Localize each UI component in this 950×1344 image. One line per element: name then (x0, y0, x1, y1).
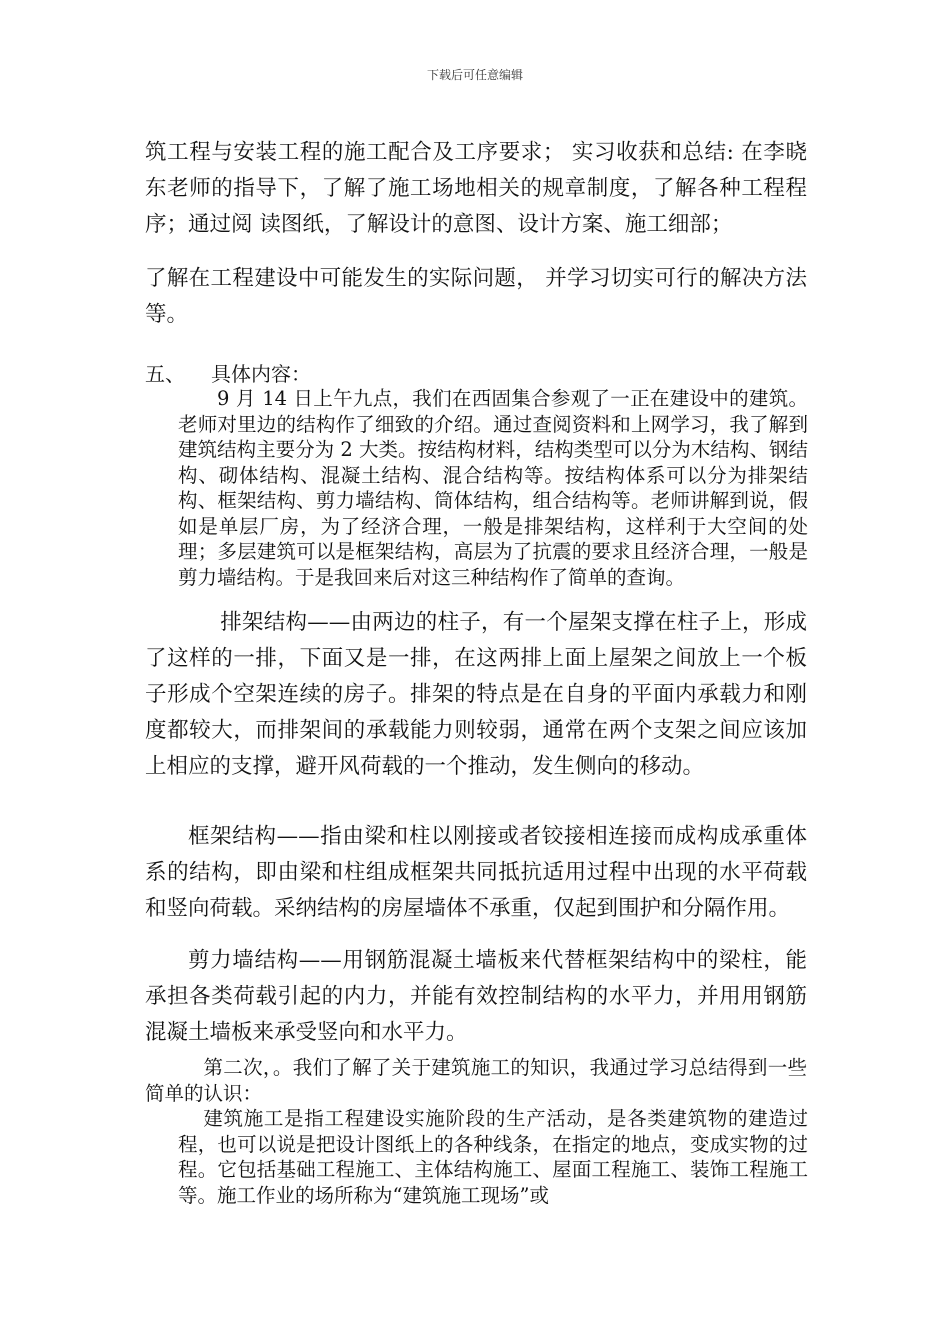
page-header-note: 下载后可任意编辑 (426, 68, 523, 82)
paragraph-second-visit: 第二次，。我们了解了关于建筑施工的知识，我通过学习总结得到一些简单的认识： (145, 1056, 807, 1105)
paragraph-visit: 9 月 14 日上午九点，我们在西固集合参观了一正在建设中的建筑。老师对里边的结构作了细致的介绍。通过查阅资料和上网学习，我了解到建筑结构主要分为 2 大类。按结构材料，结构类型可以分为木结构、钢结构、砌体结构、混凝土结构、混合结构等。按结构体系可以分为排架结构、框架结构、剪力墙结构、筒体结构，组合结构等。老师讲解到说，假如是单层厂房，为了经济合理，一般是排架结构，这样利于大空间的处理；多层建筑可以是框架结构，高层为了抗震的要求且经济合理，一般是剪力墙结构。于是我回来后对这三种结构作了简单的查询。 (178, 387, 808, 589)
section-heading (145, 362, 311, 386)
paragraph-frame-structure: 框架结构——指由梁和柱以刚接或者铰接相连接而成构成承重体系的结构，即由梁和柱组成框架共同抵抗适用过程中出现的水平荷载和竖向荷载。采纳结构的房屋墙体不承重，仅起到围护和分隔作用。 (145, 824, 807, 921)
section-title: 具体内容： (211, 362, 311, 386)
section-number: 五、 (145, 362, 185, 386)
paragraph-bent-frame: 排架结构——由两边的柱子，有一个屋架支撑在柱子上，形成了这样的一排，下面又是一排，在这两排上面上屋架之间放上一个板子形成个空架连续的房子。排架的特点是在自身的平面内承载力和刚度都较大，而排架间的承载能力则较弱，通常在两个支架之间应该加上相应的支撑，避开风荷载的一个推动，发生侧向的移动。 (145, 610, 807, 779)
paragraph-construction: 建筑施工是指工程建设实施阶段的生产活动，是各类建筑物的建造过程，也可以说是把设计图纸上的各种线条，在指定的地点，变成实物的过程。它包括基础工程施工、主体结构施工、屋面工程施工、装饰工程施工等。施工作业的场所称为“建筑施工现场”或 (178, 1107, 808, 1207)
paragraph-summary: 筑工程与安装工程的施工配合及工序要求； 实习收获和总结: 在李晓东老师的指导下，了解了施工场地相关的规章制度，了解各种工程程序；通过阅 读图纸，了解设计的意图、设计方案、施工细部； (145, 140, 807, 237)
paragraph-shear-wall: 剪力墙结构——用钢筋混凝土墙板来代替框架结构中的梁柱，能承担各类荷载引起的内力，并能有效控制结构的水平力，并用用钢筋混凝土墙板来承受竖向和水平力。 (145, 948, 807, 1045)
paragraph-problems: 了解在工程建设中可能发生的实际问题， 并学习切实可行的解决方法等。 (145, 266, 807, 327)
